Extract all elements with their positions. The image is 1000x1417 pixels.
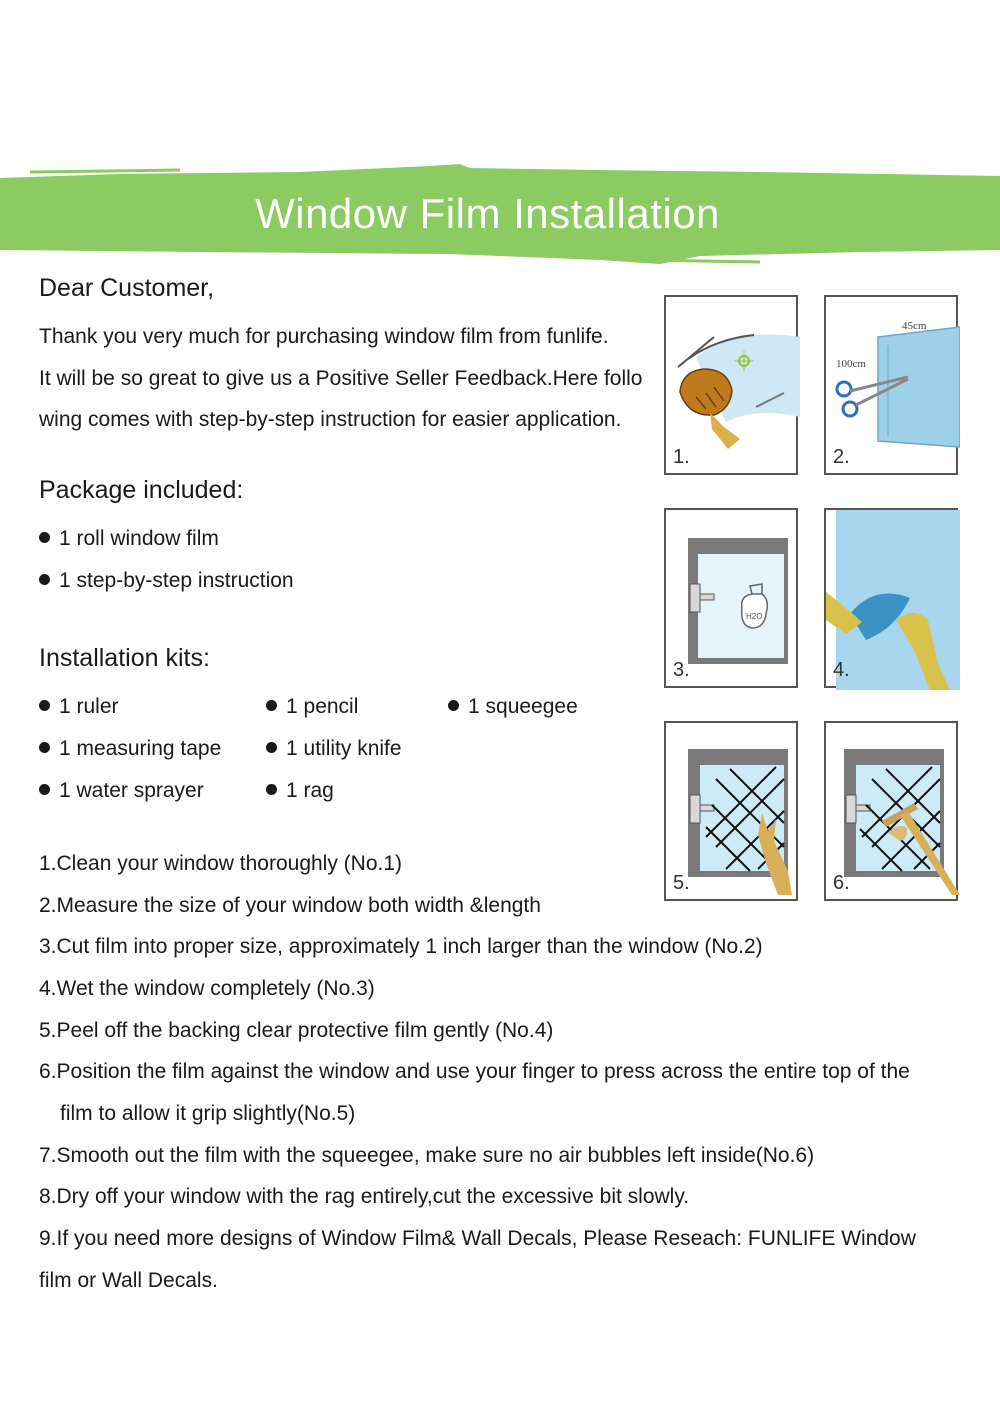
step-line: 6.Position the film against the window and use your finger to press across the entire top of the [39, 1060, 910, 1083]
step-line: 2.Measure the size of your window both width &length [39, 894, 541, 917]
svg-text:H2O: H2O [746, 612, 763, 621]
step-number: 4. [833, 659, 850, 681]
step-number: 5. [673, 872, 690, 894]
bullet-icon [39, 742, 50, 753]
step-number: 3. [673, 659, 690, 681]
list-item: 1 rag [266, 779, 334, 803]
step-line: 7.Smooth out the film with the squeegee, make sure no air bubbles left inside(No.6) [39, 1144, 815, 1167]
step-illustration-2 [824, 295, 958, 475]
bullet-icon [266, 700, 277, 711]
step-line: 8.Dry off your window with the rag entirely,cut the excessive bit slowly. [39, 1185, 690, 1208]
step-number: 6. [833, 872, 850, 894]
step-number: 1. [673, 446, 690, 468]
list-item: 1 ruler [39, 695, 119, 719]
list-item: 1 water sprayer [39, 779, 204, 803]
list-item: 1 utility knife [266, 737, 402, 761]
step-illustration-6 [824, 721, 958, 901]
step-illustration-3 [664, 508, 798, 688]
step-line: film or Wall Decals. [39, 1269, 218, 1292]
package-heading: Package included: [39, 476, 244, 504]
list-item: 1 roll window film [39, 527, 219, 551]
list-item: 1 pencil [266, 695, 358, 719]
list-item: 1 squeegee [448, 695, 578, 719]
step-illustration-4 [824, 508, 958, 688]
step-line: 4.Wet the window completely (No.3) [39, 977, 375, 1000]
svg-text:45cm: 45cm [902, 320, 927, 332]
step-line: 9.If you need more designs of Window Film& Wall Decals, Please Reseach: FUNLIFE Window [39, 1227, 916, 1250]
step-line: 1.Clean your window thoroughly (No.1) [39, 852, 403, 875]
kits-heading: Installation kits: [39, 644, 210, 672]
bullet-icon [266, 742, 277, 753]
step-line: film to allow it grip slightly(No.5) [60, 1102, 356, 1125]
greeting: Dear Customer, [39, 274, 215, 302]
step-illustration-5 [664, 721, 798, 901]
svg-text:100cm: 100cm [836, 358, 866, 370]
step-line: 5.Peel off the backing clear protective film gently (No.4) [39, 1019, 554, 1042]
bullet-icon [266, 784, 277, 795]
bullet-icon [39, 574, 50, 585]
bullet-icon [39, 700, 50, 711]
step-line: 3.Cut film into proper size, approximately 1 inch larger than the window (No.2) [39, 935, 763, 958]
intro-line: wing comes with step-by-step instruction for easier application. [39, 408, 622, 431]
list-item: 1 measuring tape [39, 737, 221, 761]
bullet-icon [448, 700, 459, 711]
page-title: Window Film Installation [255, 190, 720, 237]
intro-line: It will be so great to give us a Positive Seller Feedback.Here follo [39, 367, 643, 390]
step-illustration-1 [664, 295, 798, 475]
bullet-icon [39, 784, 50, 795]
intro-line: Thank you very much for purchasing window film from funlife. [39, 325, 609, 348]
step-number: 2. [833, 446, 850, 468]
bullet-icon [39, 532, 50, 543]
list-item: 1 step-by-step instruction [39, 569, 294, 593]
